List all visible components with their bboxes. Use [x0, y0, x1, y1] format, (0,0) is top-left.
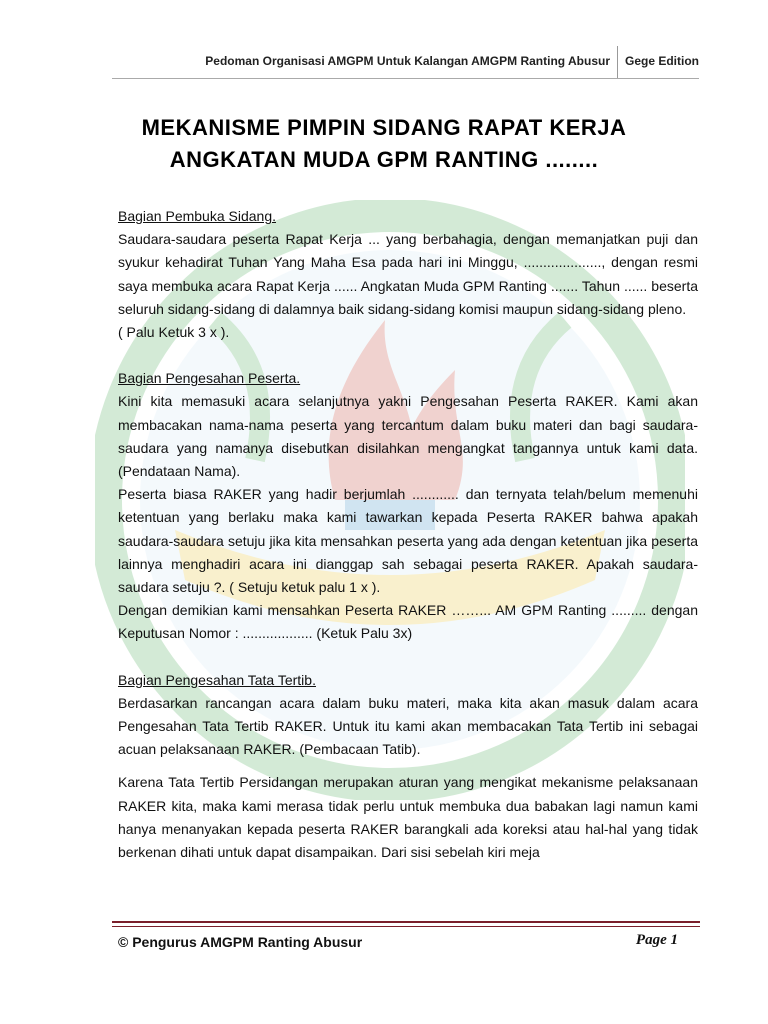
- footer-rule-thin: [112, 926, 700, 927]
- header-title: Pedoman Organisasi AMGPM Untuk Kalangan AMGPM Ranting Abusur: [205, 54, 610, 68]
- title-line-1: MEKANISME PIMPIN SIDANG RAPAT KERJA: [141, 115, 627, 140]
- paragraph-tatib-1: Berdasarkan rancangan acara dalam buku materi, maka kita akan masuk dalam acara Pengesahan Tata Tertib RAKER. Untuk itu kami akan membacakan Tata Tertib ini sebagai acuan pelaksanaan RAKER. (Pembacaan Tatib).: [118, 694, 698, 758]
- paragraph-peserta-1: Kini kita memasuki acara selanjutnya yakni Pengesahan Peserta RAKER. Kami akan membacakan nama-nama peserta yang tercantum dalam buku materi dan bagi saudara-saudara yang namanya disebutkan disilahkan mengangkat tangannya untuk kami data. (Pendataan Nama).: [118, 393, 698, 480]
- page-number: Page 1: [635, 932, 678, 948]
- section-heading-tatib: Bagian Pengesahan Tata Tertib.: [118, 671, 316, 688]
- paragraph-pembuka: Saudara-saudara peserta Rapat Kerja ... yang berbahagia, dengan memanjatkan puji dan syukur kehadirat Tuhan Yang Maha Esa pada hari ini Minggu, ...................., dengan resmi saya membuka acara Rapat Kerja ...... Angkatan Muda GPM Ranting ....... Tahun ...... beserta seluruh sidang-sidang di dalamnya baik sidang-sidang komisi maupun sidang-sidang pleno.: [118, 231, 698, 317]
- header-edition: Gege Edition: [625, 54, 700, 68]
- header-divider: [617, 46, 618, 78]
- footer-rule-thick: [112, 921, 700, 923]
- section-heading-peserta: Bagian Pengesahan Peserta.: [118, 370, 301, 387]
- title-line-2: ANGKATAN MUDA GPM RANTING ........: [169, 147, 599, 172]
- paragraph-peserta-3: Dengan demikian kami mensahkan Peserta RAKER ……... AM GPM Ranting ......... dengan Keputusan Nomor : .................. (Ketuk Palu 3x): [118, 602, 698, 642]
- section-heading-pembuka: Bagian Pembuka Sidang.: [118, 208, 276, 224]
- paragraph-peserta-2: Peserta biasa RAKER yang hadir berjumlah ............ dan ternyata telah/belum memenuhi ketentuan yang berlaku maka kami tawarkan kepada Peserta RAKER bahwa apakah saudara-saudara setuju jika kita mensahkan peserta yang ada dengan ketentuan jika peserta lainnya menghadiri acara ini dianggap sah sebagai peserta RAKER. Apakah saudara-saudara setuju ?. ( Setuju ketuk palu 1 x ).: [118, 486, 698, 596]
- paragraph-tatib-2: Karena Tata Tertib Persidangan merupakan aturan yang mengikat mekanisme pelaksanaan RAKER kita, maka kami merasa tidak perlu untuk membuka dua babakan lagi namun kami hanya menanyakan kepada peserta RAKER barangkali ada koreksi atau hal-hal yang tidak berkenan dihati untuk dapat disampaikan. Dari sisi sebelah kiri meja: [118, 774, 698, 861]
- document-title: [110, 112, 658, 176]
- page-header: [0, 44, 768, 80]
- header-rule: [112, 78, 699, 79]
- footer-copyright: © Pengurus AMGPM Ranting Abusur: [118, 934, 363, 950]
- note-palu-pembuka: ( Palu Ketuk 3 x ).: [118, 324, 230, 341]
- document-body: [118, 205, 698, 864]
